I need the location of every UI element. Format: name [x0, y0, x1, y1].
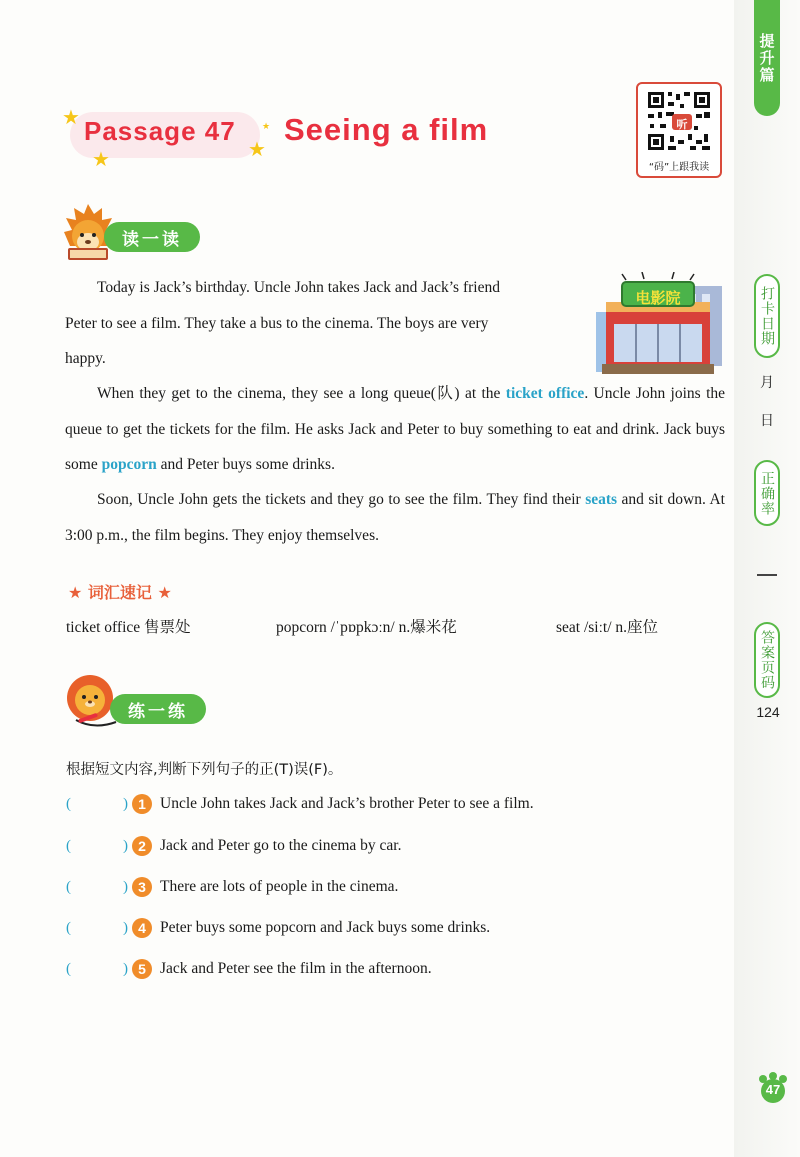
question-text: Peter buys some popcorn and Jack buys some drinks. [160, 919, 491, 936]
practice-section-tag: 练一练 [110, 694, 206, 724]
question-row [66, 792, 534, 816]
question-number: 5 [132, 959, 152, 979]
paren-close: ) [123, 795, 128, 812]
answer-blank[interactable] [66, 838, 128, 855]
paragraph-1 [65, 270, 577, 377]
vocab-item-ticket-office: ticket office 售票处 [66, 619, 191, 636]
vocab-item-seat: seat /siːt/ n.座位 [556, 619, 659, 636]
paren-open: ( [66, 795, 71, 812]
paren-open: ( [66, 919, 71, 936]
paragraph-1-line-1: Today is Jack’s birthday. Uncle John takes Jack and Jack’s friend [97, 279, 500, 296]
paragraph-2-text: . Uncle John joins the queue to get the tickets for the film. He asks Jack and Peter to buy something to eat and drink. Jack buys some [65, 385, 726, 473]
paragraph-3-text: and sit down. At 3:00 p.m., the film begins. They enjoy themselves. [65, 491, 725, 544]
keyword-popcorn: popcorn [101, 456, 157, 473]
question-row [66, 834, 401, 858]
star-icon: ★ [62, 107, 80, 129]
paren-open: ( [66, 837, 71, 854]
paragraph-2-text: When they get to the cinema, they see a long queue(队) at the [97, 385, 506, 402]
margin-strip [734, 0, 800, 1157]
question-row [66, 957, 432, 981]
cinema-sign: 电影院 [635, 289, 681, 307]
vocab-heading: ★ 词汇速记 ★ [68, 583, 172, 602]
accuracy-box: 正确率 [754, 460, 780, 526]
question-number: 3 [132, 877, 152, 897]
answer-blank[interactable] [66, 920, 128, 937]
page-number: 47 [765, 1082, 781, 1097]
accuracy-blank-line [757, 574, 777, 576]
section-tab-advanced: 提升篇 [754, 0, 780, 116]
qr-caption: “码”上跟我读 [648, 162, 710, 173]
checkin-date-box: 打卡日期 [754, 274, 780, 358]
star-icon: ★ [248, 139, 266, 161]
question-number: 4 [132, 918, 152, 938]
answer-blank[interactable] [66, 796, 128, 813]
month-label: 月 [760, 375, 774, 391]
paragraph-1-line-2: Peter to see a film. They take a bus to the cinema. The boys are very [65, 314, 489, 332]
day-label: 日 [760, 413, 774, 429]
paragraph-3-text: Soon, Uncle John gets the tickets and they go to see the film. They find their [97, 491, 586, 508]
paren-close: ) [123, 837, 128, 854]
paren-open: ( [66, 960, 71, 977]
qr-code-box[interactable] [636, 82, 722, 178]
question-row [66, 875, 398, 899]
practice-instruction: 根据短文内容,判断下列句子的正(T)误(F)。 [66, 762, 343, 778]
page-title: Seeing a film [284, 112, 489, 147]
question-text: Jack and Peter see the film in the afternoon. [160, 960, 432, 977]
paren-open: ( [66, 878, 71, 895]
answer-page-number: 124 [756, 704, 780, 720]
page-number-badge [757, 1072, 789, 1104]
answer-blank[interactable] [66, 961, 128, 978]
paren-close: ) [123, 919, 128, 936]
paren-close: ) [123, 960, 128, 977]
question-text: Uncle John takes Jack and Jack’s brother Peter to see a film. [160, 795, 534, 812]
question-row [66, 916, 490, 940]
vocab-item-popcorn: popcorn /ˈpɒpkɔːn/ n.爆米花 [276, 619, 457, 636]
paren-close: ) [123, 878, 128, 895]
keyword-seats: seats [585, 491, 618, 508]
question-number: 2 [132, 836, 152, 856]
question-number: 1 [132, 794, 152, 814]
star-icon: ★ [262, 121, 271, 131]
read-section-tag: 读一读 [104, 222, 200, 252]
star-icon: ★ [92, 149, 110, 171]
paragraph-3 [65, 482, 725, 553]
passage-number: Passage 47 [84, 116, 236, 146]
question-text: There are lots of people in the cinema. [160, 878, 399, 895]
answer-blank[interactable] [66, 879, 128, 896]
answer-page-box: 答案页码 [754, 622, 780, 698]
qr-badge: 听 [676, 118, 688, 131]
paragraph-2 [65, 376, 725, 483]
paragraph-1-line-3: happy. [65, 350, 106, 367]
keyword-ticket-office: ticket office [505, 385, 585, 402]
paragraph-2-text: and Peter buys some drinks. [156, 456, 335, 473]
question-text: Jack and Peter go to the cinema by car. [160, 837, 402, 854]
